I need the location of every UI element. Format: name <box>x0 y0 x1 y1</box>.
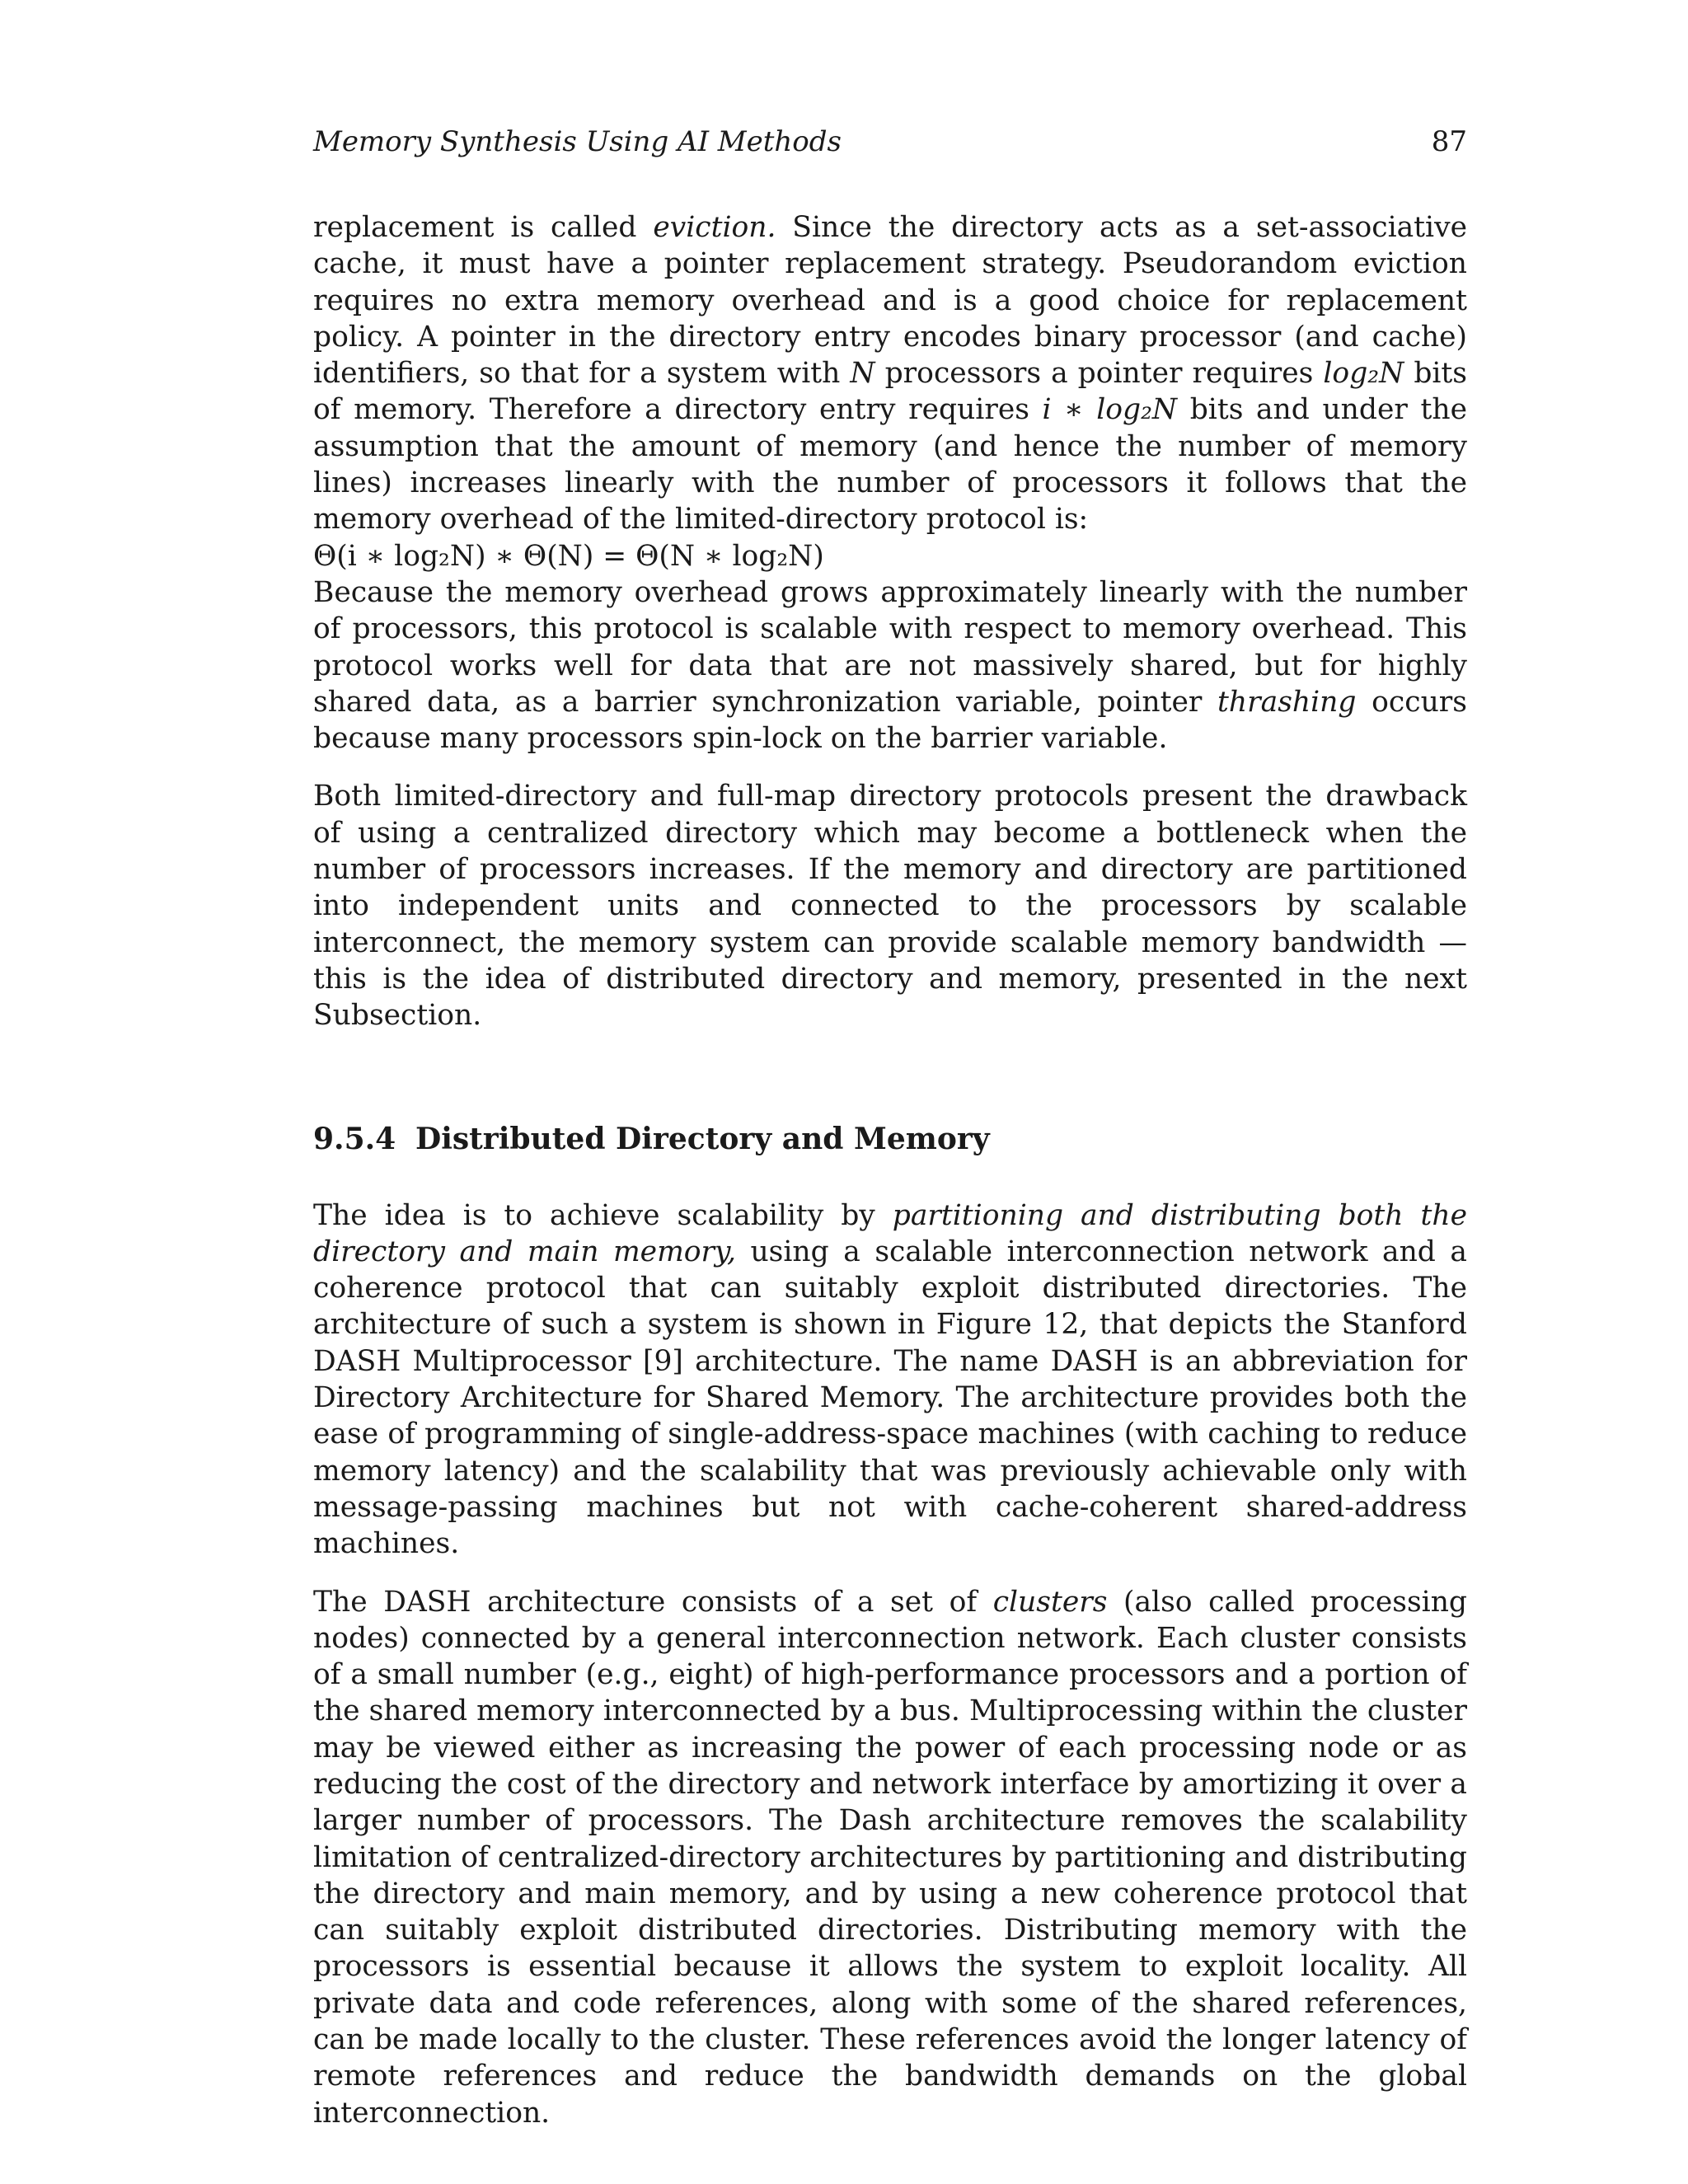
term-thrashing: thrashing <box>1217 685 1357 719</box>
running-title: Memory Synthesis Using AI Methods <box>313 125 842 158</box>
para5-text-1: The DASH architecture consists of a set of <box>313 1585 993 1619</box>
term-clusters: clusters <box>992 1585 1108 1619</box>
para2-text-1: Because the memory overhead grows approximately linearly with the number of processors, this protocol is scalable with respect to memory overhead. This protocol works well for data that are not massively shared, but for highly shared data, as a barrier synchronization variable, pointer <box>313 575 1467 719</box>
paragraph-dash-architecture <box>313 1584 1467 2131</box>
math-i-log2n: i ∗ log₂N <box>1042 393 1178 427</box>
memory-overhead-formula: Θ(i ∗ log₂N) ∗ Θ(N) = Θ(N ∗ log₂N) <box>313 539 824 573</box>
term-partitioning: partitioning and distributing both the directory and main memory, <box>313 1198 1467 1268</box>
para1-text-5: bits and under the assumption that the amount of memory (and hence the number of memory lines) increases linearly with the number of processors it follows that the memory overhead of the limited-directory protocol is: <box>313 393 1467 537</box>
math-n: N <box>850 357 875 391</box>
para1-text-1: replacement is called <box>313 211 654 244</box>
para4-text-1: The idea is to achieve scalability by <box>313 1198 893 1232</box>
para1-text-2: Since the directory acts as a set-associative cache, it must have a pointer replacement strategy. Pseudorandom eviction requires no extra memory overhead and is a good choice for replacement policy. A pointer in the directory entry encodes binary processor (and cache) identifiers, so that for a system with <box>313 211 1467 391</box>
page <box>313 124 1467 2131</box>
section-title: Distributed Directory and Memory <box>415 1121 990 1156</box>
para2-text-2: occurs because many processors spin-lock on the barrier variable. <box>313 685 1467 756</box>
running-header <box>313 124 1467 160</box>
paragraph-distributed-idea <box>313 1197 1467 1563</box>
para1-text-4: bits of memory. Therefore a directory entry requires <box>313 357 1468 427</box>
para4-text-2: using a scalable interconnection network and a coherence protocol that can suitably exploit distributed directories. The architecture of such a system is shown in Figure 12, that depicts the Stanford DASH Multiprocessor [9] architecture. The name DASH is an abbreviation for Directory Architecture for Shared Memory. The architecture provides both the ease of programming of single-address-space machines (with caching to reduce memory latency) and the scalability that was previously achievable only with message-passing machines but not with cache-coherent shared-address machines. <box>313 1235 1467 1561</box>
paragraph-scalability <box>313 574 1467 757</box>
page-number: 87 <box>1431 125 1467 158</box>
paragraph-centralized-directory: Both limited-directory and full-map directory protocols present the drawback of using a centralized directory which may become a bottleneck when the number of processors increases. If the memory and directory are partitioned into independent units and connected to the processors by scalable interconnect, the memory system can provide scalable memory bandwidth — this is the idea of distributed directory and memory, presented in the next Subsection. <box>313 780 1467 1033</box>
para1-text-3: processors a pointer requires <box>874 357 1324 391</box>
section-number: 9.5.4 <box>313 1121 396 1156</box>
para5-text-2: (also called processing nodes) connected by a general interconnection network. Each cluster consists of a small number (e.g., eight) of high-performance processors and a portion of the shared memory interconnected by a bus. Multiprocessing within the cluster may be viewed either as increasing the power of each processing node or as reducing the cost of the directory and network interface by amortizing it over a larger number of processors. The Dash architecture removes the scalability limitation of centralized-directory architectures by partitioning and distributing the directory and main memory, and by using a new coherence protocol that can suitably exploit distributed directories. Distributing memory with the processors is essential because it allows the system to exploit locality. All private data and code references, along with some of the shared references, can be made locally to the cluster. These references avoid the longer latency of remote references and reduce the bandwidth demands on the global interconnection. <box>313 1585 1467 2130</box>
paragraph-eviction <box>313 209 1467 538</box>
math-log2n: log₂N <box>1323 357 1404 391</box>
term-eviction: eviction. <box>653 211 776 244</box>
section-heading <box>313 1120 1467 1158</box>
